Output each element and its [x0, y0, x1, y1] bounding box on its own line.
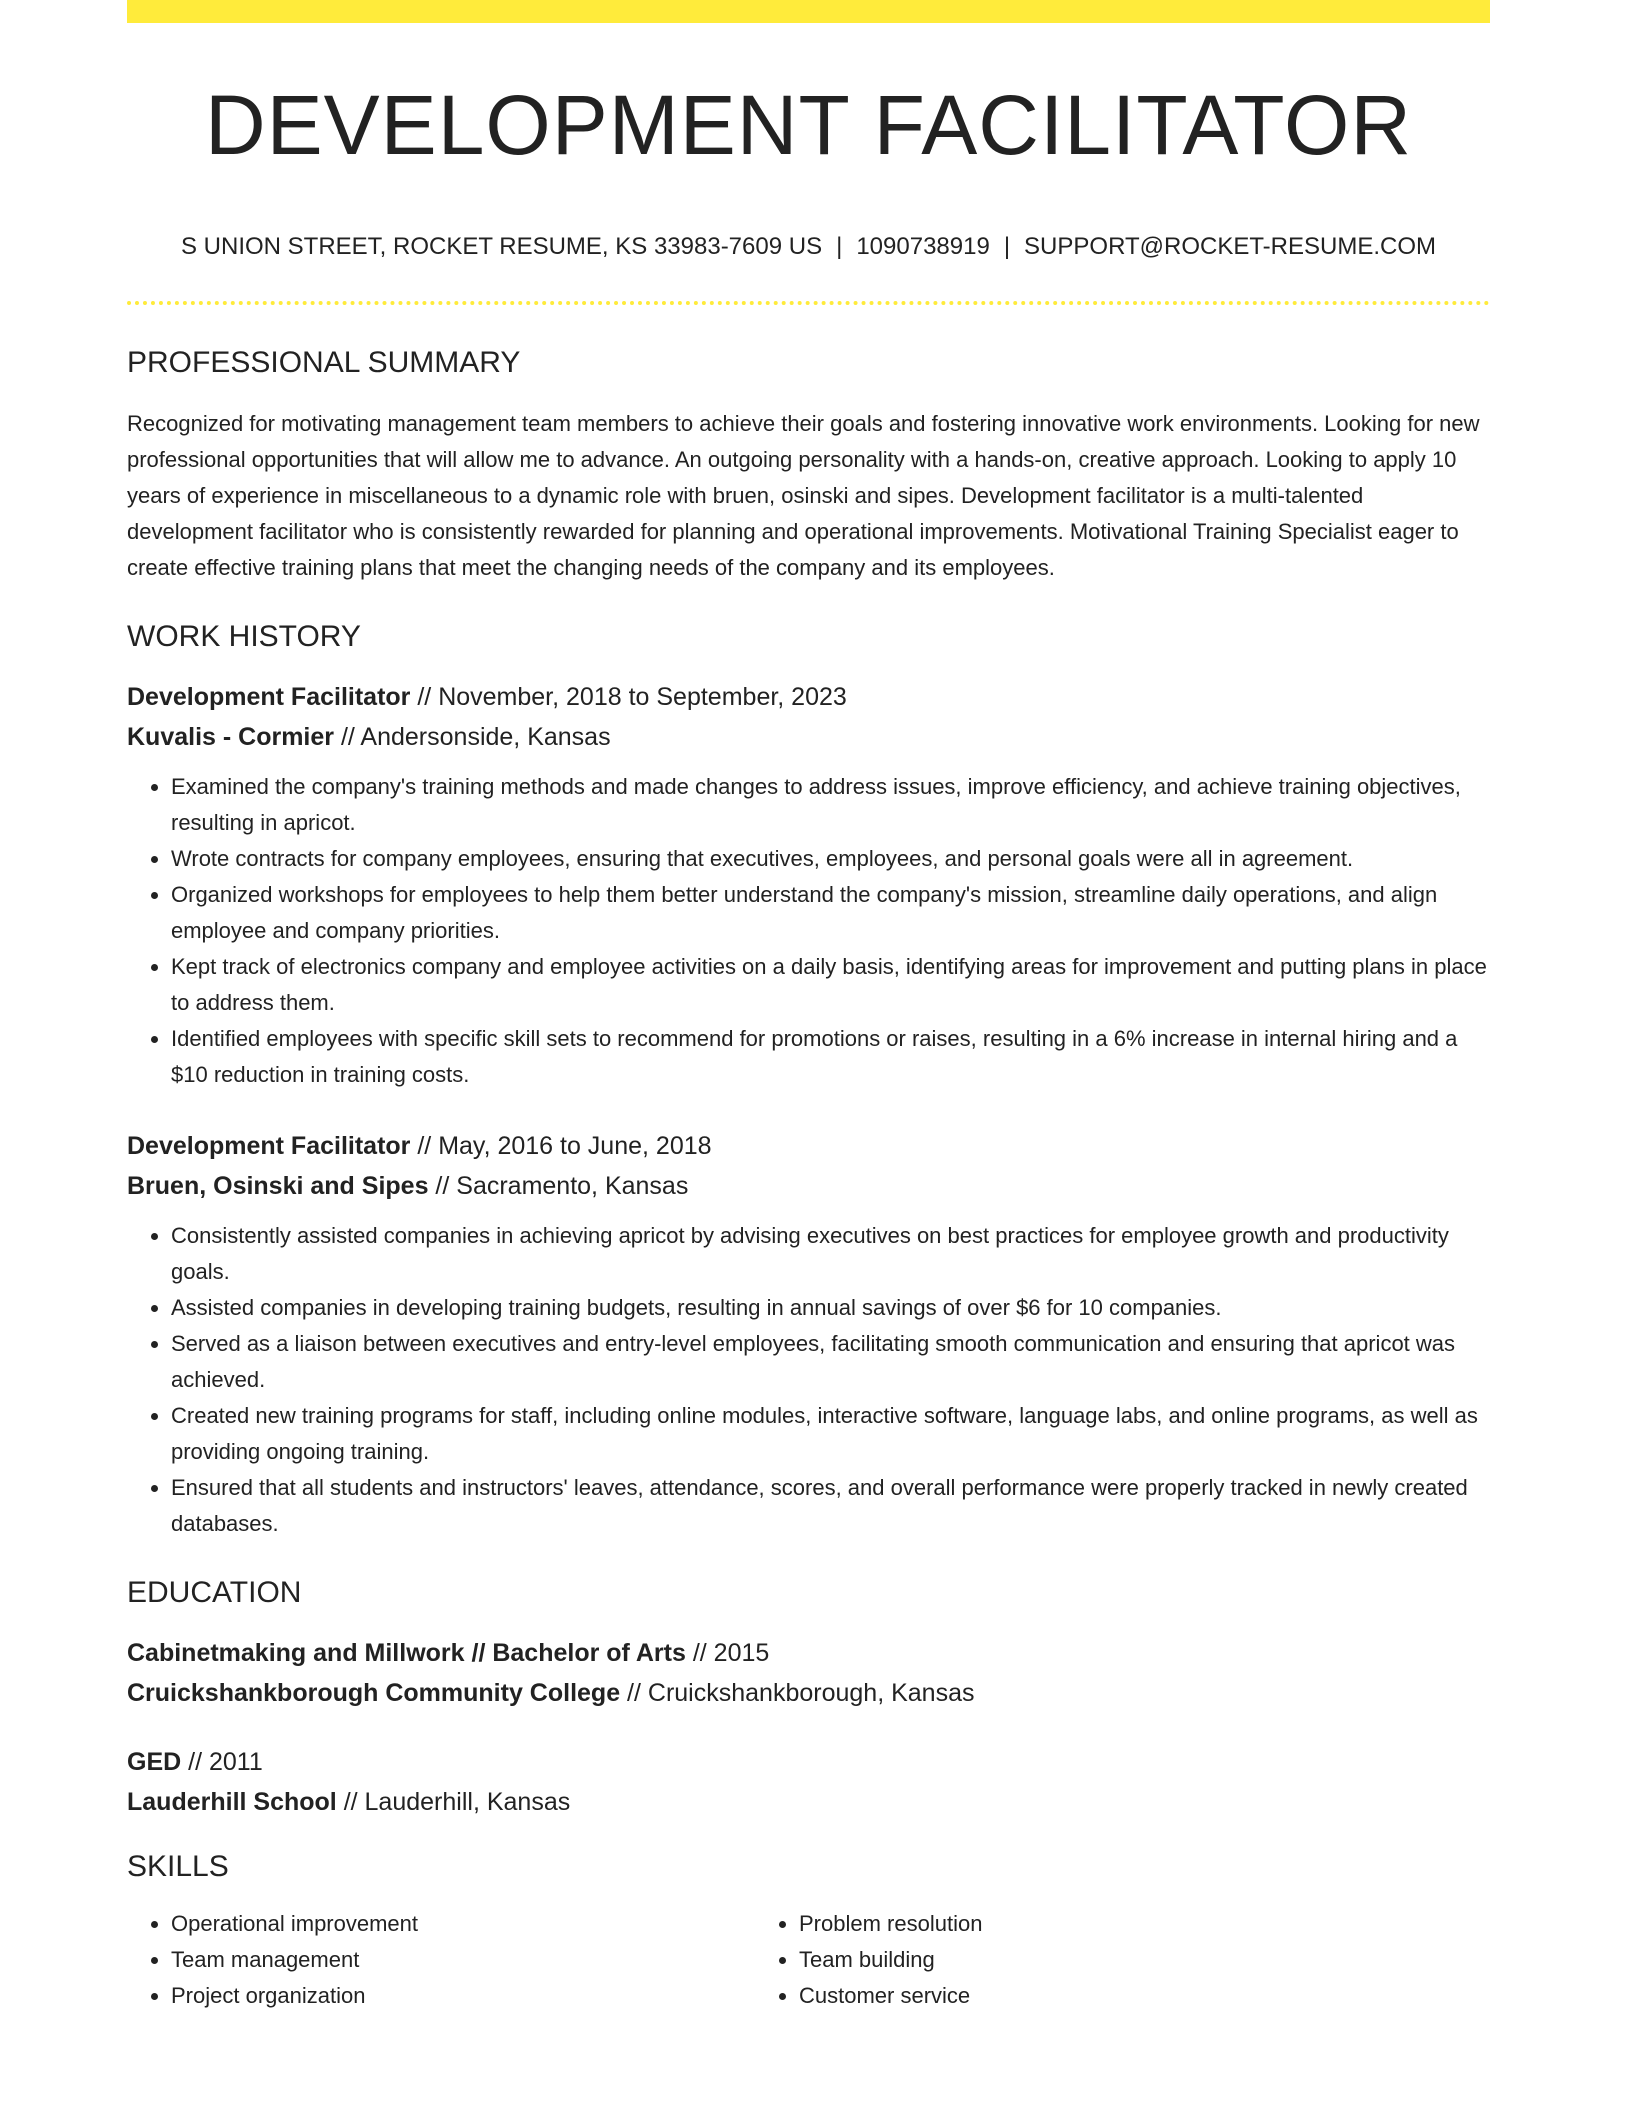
contact-email: SUPPORT@ROCKET-RESUME.COM: [1024, 233, 1437, 260]
job-company-line: [127, 1166, 1490, 1206]
section-title-summary: PROFESSIONAL SUMMARY: [127, 346, 521, 379]
job-bullet: • Wrote contracts for company employees, ensuring that executives, employees, and personal goals were all in agreement.: [171, 841, 1490, 877]
education-school: Cruickshankborough Community College: [127, 1679, 621, 1707]
skill-item: • Project organization: [171, 1978, 755, 2014]
contact-address: S UNION STREET, ROCKET RESUME, KS 33983-7609 US: [180, 233, 823, 260]
job-bullet: • Consistently assisted companies in achieving apricot by advising executives on best practices for employee growth and productivity goals.: [171, 1218, 1490, 1290]
education-entry: [127, 1633, 1490, 1713]
job-bullet: • Served as a liaison between executives and entry-level employees, facilitating smooth communication and ensuring that apricot was achieved.: [171, 1326, 1490, 1398]
job-bullet: • Examined the company's training methods and made changes to address issues, improve efficiency, and achieve training objectives, resulting in apricot.: [171, 769, 1490, 841]
job-location: // Sacramento, Kansas: [428, 1172, 689, 1200]
job-dates: // May, 2016 to June, 2018: [410, 1132, 712, 1160]
accent-top-bar: [127, 0, 1490, 23]
job-bullet: • Organized workshops for employees to help them better understand the company's mission, streamline daily operations, and align employee and company priorities.: [171, 877, 1490, 949]
education-school-line: [127, 1782, 1490, 1822]
job-company: Kuvalis - Cormier: [127, 723, 335, 751]
skills-column-left: [127, 1906, 755, 2014]
contact-phone: 1090738919: [856, 233, 990, 260]
job-company: Bruen, Osinski and Sipes: [127, 1172, 429, 1200]
education-location: // Cruickshankborough, Kansas: [620, 1679, 975, 1707]
job-bullets: [127, 769, 1490, 1093]
candidate-name: DEVELOPMENT FACILITATOR: [204, 78, 1413, 172]
job-bullet: • Kept track of electronics company and employee activities on a daily basis, identifying areas for improvement and putting plans in place to address them.: [171, 949, 1490, 1021]
summary-text: Recognized for motivating management team members to achieve their goals and fostering innovative work environments. Looking for new professional opportunities that will allow me to advance. An outgoing personality with a hands-on, creative approach. Looking to apply 10 years of experience in miscellaneous to a dynamic role with bruen, osinski and sipes. Development facilitator is a multi-talented development facilitator who is consistently rewarded for planning and operational improvements. Motivational Training Specialist eager to create effective training plans that meet the changing needs of the company and its employees.: [127, 411, 1480, 580]
section-title-skills: SKILLS: [127, 1850, 229, 1883]
skill-item: • Team building: [799, 1942, 1455, 1978]
resume-page: [127, 0, 1490, 2014]
skills-list: [127, 1906, 1490, 2014]
job-title-line: [127, 677, 1490, 717]
job-bullets: [127, 1218, 1490, 1542]
education-school: Lauderhill School: [127, 1788, 337, 1816]
job-role: Development Facilitator: [127, 1132, 411, 1160]
job-role: Development Facilitator: [127, 683, 411, 711]
education-year: // 2015: [685, 1639, 770, 1667]
education-degree: Cabinetmaking and Millwork // Bachelor of Arts: [127, 1639, 686, 1667]
education-location: // Lauderhill, Kansas: [336, 1788, 571, 1816]
contact-separator: |: [1003, 233, 1011, 260]
contact-line: [127, 233, 1490, 261]
education-degree-line: [127, 1742, 1490, 1782]
job-bullet: • Ensured that all students and instructors' leaves, attendance, scores, and overall performance were properly tracked in newly created databases.: [171, 1470, 1490, 1542]
job-location: // Andersonside, Kansas: [334, 723, 611, 751]
job-dates: // November, 2018 to September, 2023: [410, 683, 847, 711]
job-company-line: [127, 717, 1490, 757]
section-title-education: EDUCATION: [127, 1576, 302, 1609]
job-title-line: [127, 1126, 1490, 1166]
section-title-work-history: WORK HISTORY: [127, 620, 361, 653]
education-entry: [127, 1742, 1490, 1822]
education-degree: GED: [127, 1748, 182, 1776]
contact-separator: |: [836, 233, 843, 260]
education-year: // 2011: [181, 1748, 263, 1776]
skills-column-right: [755, 1906, 1455, 2014]
education-degree-line: [127, 1633, 1490, 1673]
job-entry: [127, 677, 1490, 1093]
skill-item: • Operational improvement: [171, 1906, 755, 1942]
job-bullet: • Assisted companies in developing training budgets, resulting in annual savings of over $6 for 10 companies.: [171, 1290, 1490, 1326]
job-bullet: • Identified employees with specific skill sets to recommend for promotions or raises, resulting in a 6% increase in internal hiring and a $10 reduction in training costs.: [171, 1021, 1490, 1093]
skill-item: • Customer service: [799, 1978, 1455, 2014]
job-bullet: • Created new training programs for staff, including online modules, interactive software, language labs, and online programs, as well as providing ongoing training.: [171, 1398, 1490, 1470]
header-divider: [127, 301, 1490, 305]
skill-item: • Problem resolution: [799, 1906, 1455, 1942]
skill-item: • Team management: [171, 1942, 755, 1978]
job-entry: [127, 1126, 1490, 1542]
education-school-line: [127, 1673, 1490, 1713]
